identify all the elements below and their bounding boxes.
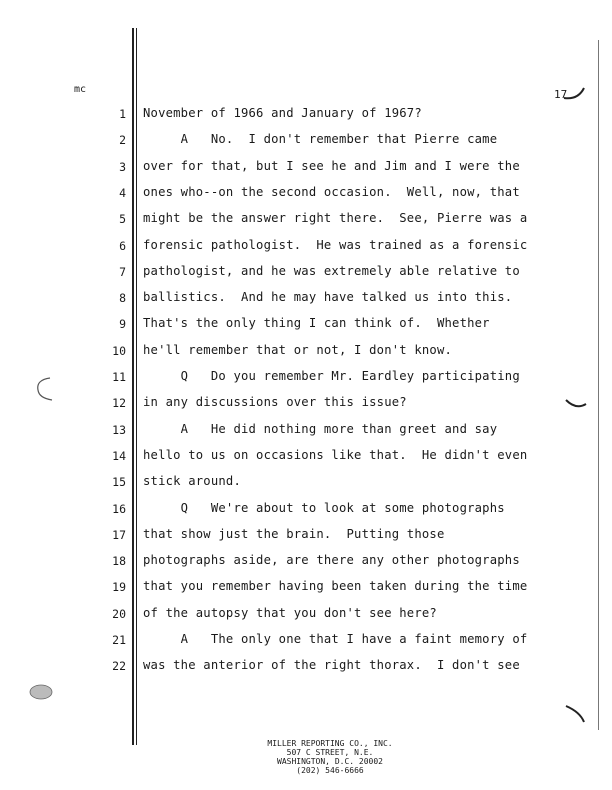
line-number: 13: [112, 422, 126, 437]
line-number: 7: [119, 264, 126, 279]
reporter-footer: [250, 739, 410, 775]
line-number: 20: [112, 606, 126, 621]
edge-curl-mark-top: [560, 84, 590, 104]
transcript-line-text: photographs aside, are there any other photographs: [143, 553, 520, 568]
transcript-line-text: Q Do you remember Mr. Eardley participating: [143, 369, 520, 383]
line-number: 9: [119, 317, 126, 332]
edge-curl-mark-middle: [562, 394, 592, 414]
line-number: 3: [119, 159, 126, 174]
transcript-line-text: November of 1966 and January of 1967?: [143, 106, 422, 120]
line-number: 18: [112, 554, 126, 569]
line-number: 19: [112, 580, 126, 595]
footer-company: MILLER REPORTING CO., INC.: [267, 739, 393, 748]
transcript-line-text: ballistics. And he may have talked us into this.: [143, 290, 513, 305]
transcript-line-text: Q We're about to look at some photographs: [143, 500, 505, 515]
hole-punch-mark-lower: [26, 680, 56, 706]
line-number: 16: [112, 501, 126, 516]
transcript-line-text: pathologist, and he was extremely able relative to: [143, 263, 520, 278]
line-number: 17: [112, 527, 126, 542]
line-number: 10: [112, 343, 126, 358]
transcript-line-text: that you remember having been taken during the time: [143, 579, 528, 594]
page-number: 17: [554, 88, 568, 101]
transcript-line-text: A No. I don't remember that Pierre came: [143, 132, 498, 147]
line-number: 22: [112, 659, 126, 674]
transcript-line-text: forensic pathologist. He was trained as a forensic: [143, 237, 528, 252]
transcript-line-text: hello to us on occasions like that. He didn't even: [143, 447, 528, 462]
reporter-initials: mc: [74, 84, 87, 95]
line-number: 11: [112, 370, 126, 384]
footer-street: 507 C STREET, N.E.: [286, 748, 374, 757]
right-margin-rule: [598, 40, 599, 730]
line-number: 8: [119, 291, 126, 306]
hole-punch-mark-upper: [30, 374, 60, 404]
transcript-line-text: A He did nothing more than greet and say: [143, 421, 498, 436]
line-number: 14: [112, 448, 126, 463]
left-margin-rule-inner: [136, 28, 137, 745]
transcript-line-text: ones who--on the second occasion. Well, now, that: [143, 184, 520, 199]
line-number: 5: [119, 212, 126, 227]
transcript-line-text: he'll remember that or not, I don't know.: [143, 342, 453, 357]
transcript-line-text: over for that, but I see he and Jim and I were the: [143, 158, 520, 173]
transcript-line-text: A The only one that I have a faint memory of: [143, 632, 528, 646]
line-number: 15: [112, 475, 126, 490]
transcript-line-text: that show just the brain. Putting those: [143, 526, 445, 541]
transcript-line-text: That's the only thing I can think of. Whether: [143, 316, 490, 331]
transcript-line-text: stick around.: [143, 474, 241, 489]
line-number: 2: [119, 133, 126, 148]
footer-city: WASHINGTON, D.C. 20002: [277, 757, 383, 766]
line-number: 12: [112, 396, 126, 411]
footer-phone: (202) 546-6666: [296, 766, 364, 775]
edge-curl-mark-bottom: [562, 700, 592, 724]
left-margin-rule: [132, 28, 134, 745]
transcript-line-text: in any discussions over this issue?: [143, 395, 407, 410]
transcript-line-text: might be the answer right there. See, Pierre was a: [143, 211, 528, 226]
transcript-line-text: was the anterior of the right thorax. I don't see: [143, 658, 520, 673]
line-number: 21: [112, 633, 126, 647]
line-number: 1: [119, 107, 126, 121]
line-number: 4: [119, 185, 126, 200]
transcript-line-text: of the autopsy that you don't see here?: [143, 605, 437, 620]
line-number: 6: [119, 238, 126, 253]
